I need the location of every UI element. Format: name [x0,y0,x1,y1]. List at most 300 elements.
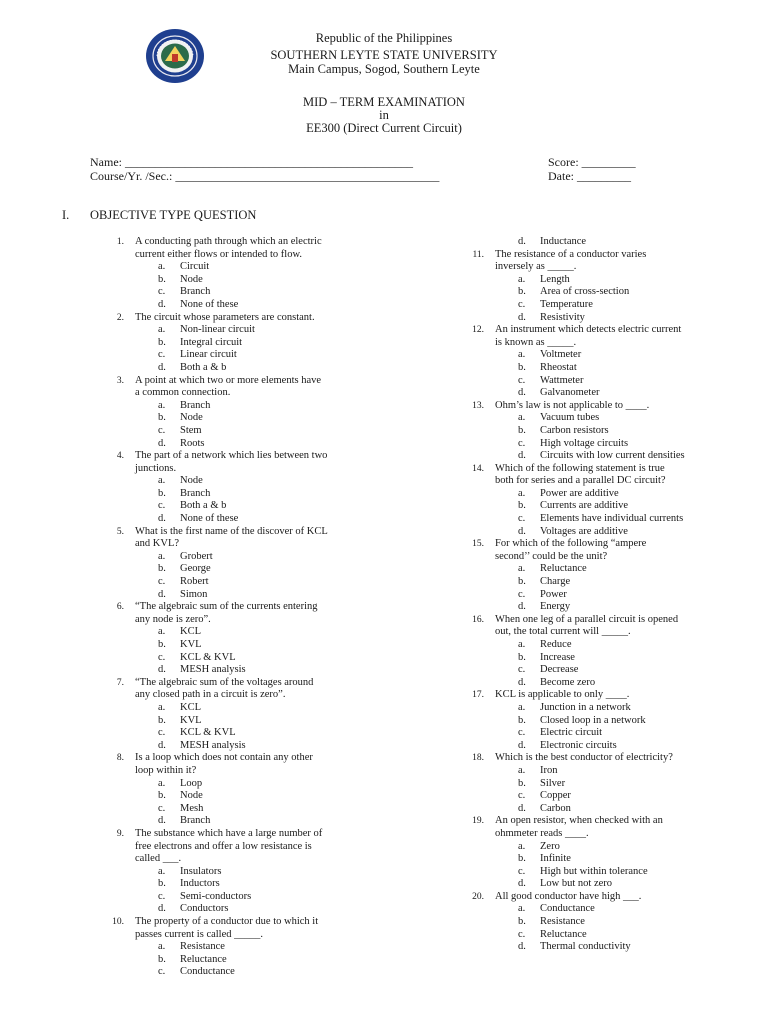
question-text-line [470,475,725,488]
section-heading [62,208,257,223]
question-text-line [470,463,725,476]
option-text: KVL [180,639,202,650]
question-item [470,538,725,614]
question-number: 15. [472,539,484,550]
answer-option[interactable] [470,929,725,942]
option-letter: a. [158,324,166,336]
question-text-line [470,891,725,904]
option-letter: a. [158,777,166,789]
option-text: Non-linear circuit [180,324,255,336]
question-text: inversely as _____. [495,261,577,273]
option-letter: d. [158,588,166,600]
answer-option[interactable] [470,425,725,438]
question-text: is known as _____. [495,336,577,348]
question-text: Ohm’s law is not applicable to ____. [495,399,650,411]
option-letter: d. [518,601,526,613]
question-number: 5. [116,526,124,537]
course-section-field[interactable]: Course/Yr. /Sec.: ____________________________________________ [90,169,440,183]
question-column-left [110,236,365,979]
answer-option[interactable] [470,563,725,576]
answer-option[interactable] [470,286,725,299]
option-text: Reluctance [540,563,587,575]
question-item [470,324,725,400]
option-letter: d. [518,878,526,890]
answer-option[interactable] [470,916,725,929]
option-text: Both a & b [180,361,227,373]
option-text: Mesh [180,802,204,814]
answer-option[interactable] [110,891,365,904]
option-text: KCL [180,701,201,713]
option-text: Branch [180,815,211,827]
answer-option[interactable] [470,903,725,916]
answer-option[interactable] [110,261,365,274]
answer-option[interactable] [110,299,365,312]
option-text: Linear circuit [180,349,237,361]
option-letter: b. [518,777,526,789]
option-letter: a. [158,865,166,877]
option-text: Inductors [180,878,220,890]
option-text: Area of cross-section [540,286,630,298]
option-letter: d. [518,802,526,814]
answer-option[interactable] [470,778,725,791]
question-text: “The algebraic sum of the voltages around [135,676,314,688]
option-text: Resistance [180,941,225,953]
question-text-line [470,551,725,564]
option-letter: c. [158,651,166,663]
answer-option[interactable] [470,853,725,866]
answer-option[interactable] [110,286,365,299]
question-number: 14. [472,463,484,474]
option-text: Resistance [540,916,585,928]
question-text: current either flows or intended to flow. [135,248,302,260]
question-text: passes current is called _____. [135,928,264,940]
option-text: Branch [180,286,211,298]
question-text-line [110,236,365,249]
answer-option[interactable] [470,362,725,375]
question-text-line [470,400,725,413]
option-letter: a. [518,273,526,285]
question-text: The property of a conductor due to which it [135,916,319,928]
option-letter: d. [158,739,166,751]
question-item [110,828,365,916]
option-letter: a. [158,941,166,953]
option-text: Branch [180,399,211,411]
exam-in: in [379,108,389,122]
answer-option[interactable] [110,626,365,639]
answer-option[interactable] [470,438,725,451]
question-text: Which of the following statement is true [495,462,665,474]
answer-option[interactable] [110,576,365,589]
answer-option[interactable] [110,551,365,564]
answer-option[interactable] [110,563,365,576]
option-letter: a. [518,840,526,852]
option-letter: d. [518,739,526,751]
answer-option[interactable] [470,727,725,740]
option-text: Conductance [540,903,595,915]
option-text: Insulators [180,865,222,877]
question-text-line [110,677,365,690]
option-text: Node [180,475,203,487]
option-text: None of these [180,513,239,525]
option-letter: c. [158,500,166,512]
question-number: 2. [116,312,124,323]
option-text: Grobert [180,550,213,562]
answer-option[interactable] [470,375,725,388]
question-text-line [110,841,365,854]
answer-option[interactable] [110,324,365,337]
answer-option[interactable] [110,362,365,375]
option-letter: b. [158,639,166,650]
option-text: Electronic circuits [540,739,617,751]
question-number: 17. [472,690,484,701]
answer-option[interactable] [470,500,725,513]
answer-option[interactable] [110,903,365,916]
question-item [470,249,725,325]
answer-option[interactable] [110,400,365,413]
question-text: any closed path in a circuit is zero”. [135,689,286,701]
answer-option[interactable] [110,349,365,362]
answer-option[interactable] [110,815,365,828]
option-text: Closed loop in a network [540,714,646,726]
answer-option[interactable] [110,878,365,891]
question-text: When one leg of a parallel circuit is opened [495,613,679,625]
answer-option[interactable] [470,740,725,753]
section-title: OBJECTIVE TYPE QUESTION [90,208,257,222]
option-letter: b. [518,916,526,928]
option-letter: c. [518,727,526,739]
option-letter: d. [518,236,526,247]
question-text: a common connection. [135,387,231,399]
question-number: 13. [472,400,484,411]
option-letter: a. [158,701,166,713]
question-number: 19. [472,816,484,827]
option-letter: b. [518,500,526,512]
option-text: Infinite [540,853,571,865]
answer-option[interactable] [110,778,365,791]
option-text: Rheostat [540,361,577,373]
question-text: both for series and a parallel DC circuit? [495,475,666,487]
question-text: second’’ could be the unit? [495,550,608,562]
question-text-line [110,450,365,463]
option-text: Both a & b [180,500,227,512]
answer-option[interactable] [110,639,365,652]
option-text: Energy [540,601,571,613]
question-item [110,236,365,312]
question-number: 12. [472,325,484,336]
answer-option[interactable] [110,740,365,753]
answer-option[interactable] [110,337,365,350]
answer-option[interactable] [470,576,725,589]
option-text: MESH analysis [180,739,246,751]
question-text: A conducting path through which an electric [135,236,322,247]
option-text: Length [540,273,570,285]
option-text: Thermal conductivity [540,941,631,953]
question-item [110,752,365,828]
question-text-line [470,614,725,627]
option-letter: c. [158,286,166,298]
question-text-line [110,828,365,841]
question-text: junctions. [135,462,177,474]
name-field[interactable]: Name: ________________________________________________ [90,155,413,169]
option-text: Power [540,588,567,600]
question-text-line [470,324,725,337]
option-letter: c. [158,349,166,361]
option-text: High voltage circuits [540,437,629,449]
question-text-line [470,538,725,551]
option-text: Currents are additive [540,500,629,512]
option-letter: d. [158,664,166,676]
option-letter: a. [158,399,166,411]
option-text: Resistivity [540,311,585,323]
question-text: A point at which two or more elements have [135,374,322,386]
option-text: Carbon [540,802,571,814]
answer-option[interactable] [110,866,365,879]
answer-option[interactable] [110,589,365,602]
question-number: 16. [472,614,484,625]
option-text: Vacuum tubes [540,412,600,424]
option-text: Carbon resistors [540,424,609,436]
question-text-line [110,853,365,866]
question-item [470,400,725,463]
answer-option[interactable] [110,438,365,451]
answer-option[interactable] [110,488,365,501]
score-field[interactable]: Score: _________ [548,155,636,169]
question-number: 20. [472,891,484,902]
answer-option[interactable] [110,412,365,425]
question-item [470,891,725,954]
option-text: Integral circuit [180,336,243,348]
question-text-line [110,689,365,702]
answer-option[interactable] [470,803,725,816]
campus-line: Main Campus, Sogod, Southern Leyte [288,62,480,76]
question-text-line [110,526,365,539]
option-letter: c. [158,727,166,739]
option-text: Simon [180,588,208,600]
option-letter: b. [158,790,166,802]
option-text: Circuit [180,261,210,273]
date-field[interactable]: Date: _________ [548,169,631,183]
question-text-line [470,828,725,841]
answer-option[interactable] [470,526,725,539]
question-number: 11. [472,249,484,260]
question-item [110,375,365,451]
option-text: Galvanometer [540,387,600,399]
option-letter: b. [158,412,166,424]
question-item [110,312,365,375]
option-letter: a. [518,563,526,575]
answer-option[interactable] [110,513,365,526]
answer-option[interactable] [470,412,725,425]
option-text: Electric circuit [540,727,603,739]
option-text: Roots [180,437,205,449]
option-letter: d. [518,676,526,688]
option-letter: b. [518,853,526,865]
option-letter: b. [518,424,526,436]
answer-option[interactable] [470,513,725,526]
question-text-line [110,538,365,551]
question-text: Which is the best conductor of electricity? [495,752,673,764]
question-text-line [110,249,365,262]
question-text-line [110,601,365,614]
option-letter: c. [518,928,526,940]
option-text: KCL & KVL [180,651,236,663]
question-text: free electrons and offer a low resistance is [135,840,312,852]
option-letter: d. [158,437,166,449]
option-letter: d. [518,311,526,323]
answer-option[interactable] [110,803,365,816]
answer-option[interactable] [110,425,365,438]
option-text: Iron [540,764,558,776]
option-letter: a. [518,701,526,713]
answer-option[interactable] [470,639,725,652]
option-text: None of these [180,298,239,310]
option-letter: c. [518,865,526,877]
question-item [110,601,365,677]
question-text-line [110,916,365,929]
answer-option[interactable] [470,790,725,803]
section-numeral: I. [62,208,70,222]
option-letter: c. [518,790,526,802]
option-letter: b. [518,286,526,298]
answer-option[interactable] [470,677,725,690]
option-text: Robert [180,576,209,588]
option-text: Circuits with low current densities [540,450,685,462]
answer-option[interactable] [470,652,725,665]
option-letter: a. [158,475,166,487]
option-letter: d. [158,298,166,310]
course-title: EE300 (Direct Current Circuit) [306,121,462,135]
option-letter: c. [158,890,166,902]
question-text: any node is zero”. [135,613,211,625]
question-item [110,526,365,602]
option-letter: c. [518,298,526,310]
question-item [110,450,365,526]
option-letter: c. [158,966,166,978]
question-text-line [110,765,365,778]
question-text: The substance which have a large number of [135,827,323,839]
option-text: High but within tolerance [540,865,648,877]
option-letter: b. [158,953,166,965]
university-name: SOUTHERN LEYTE STATE UNIVERSITY [270,48,498,62]
option-letter: a. [158,550,166,562]
question-text: KCL is applicable to only ____. [495,689,630,701]
answer-option[interactable] [110,727,365,740]
answer-option[interactable] [110,475,365,488]
option-letter: d. [518,525,526,537]
option-text: Reluctance [180,953,227,965]
answer-option[interactable] [470,702,725,715]
option-letter: d. [158,903,166,915]
option-letter: c. [158,576,166,588]
answer-option[interactable] [470,274,725,287]
question-item [110,916,365,979]
answer-option[interactable] [470,866,725,879]
question-item [110,677,365,753]
question-text-line [110,614,365,627]
option-letter: c. [518,437,526,449]
option-letter: b. [518,714,526,726]
question-text-line [110,375,365,388]
answer-option[interactable] [470,601,725,614]
answer-option[interactable] [470,715,725,728]
question-column-right [470,236,725,954]
question-text: and KVL? [135,538,180,550]
option-text: KCL [180,626,201,638]
question-number: 10. [112,917,124,928]
answer-option[interactable] [110,941,365,954]
question-number: 7. [116,677,124,688]
option-text: Zero [540,840,560,852]
answer-option[interactable] [110,500,365,513]
option-letter: b. [158,487,166,499]
answer-option[interactable] [470,941,725,954]
option-letter: d. [158,513,166,525]
answer-option[interactable] [110,702,365,715]
question-number: 8. [116,753,124,764]
option-letter: a. [518,349,526,361]
option-text: Branch [180,487,211,499]
question-item [470,463,725,539]
answer-option[interactable] [470,841,725,854]
answer-option[interactable] [470,450,725,463]
question-text: called ___. [135,853,182,865]
answer-option[interactable] [470,765,725,778]
option-text: Elements have individual currents [540,513,684,525]
option-letter: d. [518,387,526,399]
option-letter: d. [158,361,166,373]
option-text: George [180,563,211,575]
option-text: Junction in a network [540,701,631,713]
option-text: Voltmeter [540,349,582,361]
answer-option[interactable] [110,274,365,287]
answer-option[interactable] [110,652,365,665]
answer-option[interactable] [470,299,725,312]
answer-option[interactable] [470,387,725,400]
option-letter: b. [518,651,526,663]
answer-option[interactable] [470,312,725,325]
option-text: Voltages are additive [540,525,628,537]
option-text: Semi-conductors [180,890,252,902]
option-letter: d. [518,450,526,462]
option-text: Power are additive [540,487,619,499]
question-text-line [470,752,725,765]
answer-option[interactable] [470,488,725,501]
option-letter: d. [518,941,526,953]
option-text: KVL [180,714,202,726]
question-text: The part of a network which lies between two [135,450,328,462]
question-text-line [110,752,365,765]
answer-option[interactable] [470,589,725,602]
answer-option[interactable] [110,966,365,979]
question-text-line [470,337,725,350]
answer-option[interactable] [470,878,725,891]
question-number: 4. [116,451,124,462]
answer-option[interactable] [110,664,365,677]
answer-option[interactable] [110,954,365,967]
question-text-line [110,312,365,325]
question-item [470,815,725,891]
option-text: Reduce [540,639,572,650]
answer-option[interactable] [470,349,725,362]
option-text: Copper [540,790,571,802]
answer-option[interactable] [470,664,725,677]
answer-option[interactable] [110,790,365,803]
answer-option[interactable] [470,236,725,249]
answer-option[interactable] [110,715,365,728]
option-text: Stem [180,424,202,436]
question-text-line [470,249,725,262]
question-text: For which of the following “ampere [495,538,647,550]
